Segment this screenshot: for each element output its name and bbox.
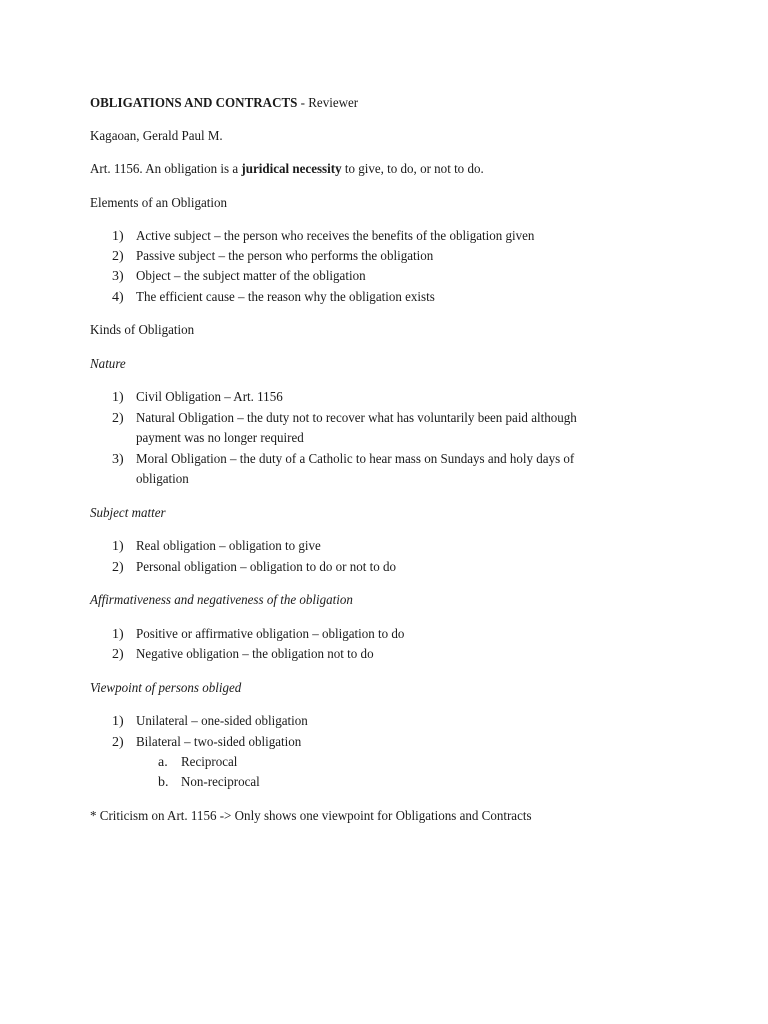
nature-heading-text: Nature	[90, 357, 126, 372]
list-item: Personal obligation – obligation to do or not to do	[136, 560, 397, 575]
list-item: Negative obligation – the obligation not to do	[136, 647, 374, 662]
list-item: Real obligation – obligation to give	[136, 539, 321, 554]
section-heading-kinds	[90, 321, 202, 341]
kinds-heading-text: Kinds of Obligation	[90, 323, 195, 338]
list-number: 3)	[112, 452, 124, 467]
article-text-before: Art. 1156. An obligation is a	[90, 162, 242, 177]
list-item: Passive subject – the person who performs the obligation	[136, 249, 434, 264]
list-item: The efficient cause – the reason why the obligation exists	[136, 290, 435, 305]
document-title	[90, 94, 378, 114]
list-number: 2)	[112, 647, 124, 662]
author-name	[90, 127, 233, 147]
article-definition	[90, 160, 513, 180]
list-number: 1)	[112, 390, 124, 405]
list-number: 3)	[112, 269, 124, 284]
sublist-letter: b.	[158, 775, 169, 790]
affirmativeness-heading-text: Affirmativeness and negativeness of the obligation	[90, 593, 353, 608]
list-number: 2)	[112, 249, 124, 264]
title-bold-text: OBLIGATIONS AND CONTRACTS	[90, 96, 298, 111]
article-bold-term: juridical necessity	[241, 162, 342, 177]
viewpoint-heading-text: Viewpoint of persons obliged	[90, 681, 242, 696]
criticism-text: * Criticism on Art. 1156 -> Only shows one viewpoint for Obligations and Contracts	[90, 809, 532, 824]
list-item: Object – the subject matter of the obligation	[136, 269, 366, 284]
sublist-item: Reciprocal	[181, 755, 238, 770]
list-item: Moral Obligation – the duty of a Catholic to hear mass on Sundays and holy days of	[136, 452, 575, 467]
list-item: Unilateral – one-sided obligation	[136, 714, 308, 729]
list-number: 1)	[112, 229, 124, 244]
list-number: 2)	[112, 735, 124, 750]
list-item: Natural Obligation – the duty not to recover what has voluntarily been paid although	[136, 411, 577, 426]
list-item-continuation: obligation	[136, 472, 189, 487]
list-item: Civil Obligation – Art. 1156	[136, 390, 283, 405]
list-number: 1)	[112, 714, 124, 729]
subheading-viewpoint	[90, 679, 253, 699]
list-number: 1)	[112, 627, 124, 642]
elements-heading-text: Elements of an Obligation	[90, 196, 228, 211]
title-suffix: - Reviewer	[297, 96, 359, 111]
section-heading-elements	[90, 194, 237, 214]
criticism-note	[90, 807, 565, 827]
list-item: Positive or affirmative obligation – obligation to do	[136, 627, 405, 642]
sublist-item: Non-reciprocal	[181, 775, 260, 790]
subheading-affirmativeness	[90, 591, 373, 611]
list-item-continuation: payment was no longer required	[136, 431, 304, 446]
author-text: Kagaoan, Gerald Paul M.	[90, 129, 223, 144]
list-item: Bilateral – two-sided obligation	[136, 735, 302, 750]
subheading-subject-matter	[90, 504, 171, 524]
list-number: 2)	[112, 411, 124, 426]
subheading-nature	[90, 355, 128, 375]
list-item: Active subject – the person who receives the benefits of the obligation given	[136, 229, 535, 244]
article-text-after: to give, to do, or not to do.	[341, 162, 484, 177]
list-number: 1)	[112, 539, 124, 554]
list-number: 4)	[112, 290, 124, 305]
sublist-letter: a.	[158, 755, 168, 770]
list-number: 2)	[112, 560, 124, 575]
subject-matter-heading-text: Subject matter	[90, 506, 166, 521]
